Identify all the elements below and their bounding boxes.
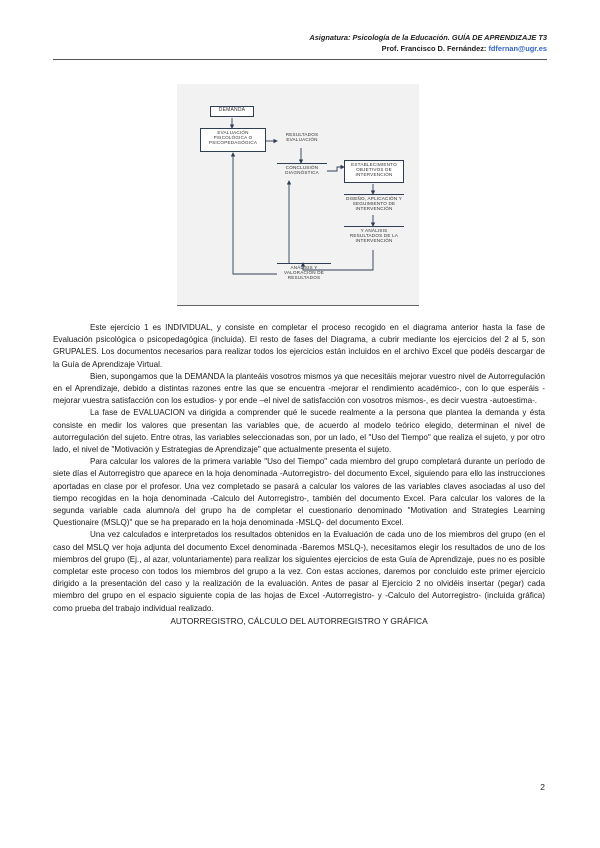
- box-analisis: [344, 226, 404, 249]
- objetivos-line-3: INTERVENCIÓN: [355, 172, 393, 178]
- analisis-line-1: Y ANÁLISIS: [360, 228, 388, 233]
- evaluacion-line-1: EVALUACIÓN: [217, 130, 249, 135]
- paragraph-4: Para calcular los valores de la primera variable "Uso del Tiempo" cada miembro del grupo completará durante un período de siete días el Autorregistro que aparece en la hoja denominada -Autorregistro- del documento Excel, siguiendo para ello las instrucciones aportadas en clase por el profesor. Una vez completado se pasará a calcular los valores de las variables claves asociadas al uso del tiempo recogidas en la hoja denominada -Calculo del Autorregistro-, también del documento Excel. Para calcular los valores de la segunda variable cada alumno/a del grupo ha de completar el cuestionario denominado "Motivation and Strategies Learning Questionaire (MSLQ)" que se ha preparado en la hoja denominada -MSLQ- del documento Excel.: [53, 457, 545, 528]
- analisis-line-2: RESULTADOS DE LA: [349, 233, 399, 239]
- box-resultados: [278, 132, 326, 142]
- resultados-line-1: RESULTADOS: [285, 132, 319, 137]
- evaluacion-line-3: PSICOPEDAGÓGICA: [208, 140, 258, 146]
- header-divider: [53, 59, 547, 60]
- box-demanda-label: DEMANDA: [218, 107, 246, 113]
- diseno-line-3: INTERVENCIÓN: [355, 206, 393, 212]
- header-email-link[interactable]: fdfernan@ugr.es: [488, 44, 547, 53]
- arrow-conclusion-objetivos: [327, 167, 344, 171]
- box-seguimiento: [277, 263, 331, 285]
- arrow-feedback-evaluacion: [233, 153, 277, 274]
- box-conclusion: [277, 163, 327, 181]
- resultados-line-2: EVALUACIÓN: [286, 137, 318, 143]
- evaluacion-line-2: PSICOLÓGICA O: [213, 135, 253, 141]
- header-professor-name: Prof. Francisco D. Fernández:: [381, 44, 489, 53]
- header-subject: Asignatura: Psicología de la Educación. GUÍA DE APRENDIZAJE T3: [309, 33, 547, 42]
- paragraph-2: Bien, supongamos que la DEMANDA la planteáis vosotros mismos ya que necesitáis mejorar vuestro nivel de Autorregulación en el Aprendizaje, debido a distintas razones entre las que se encuentra -mejorar el rendimiento académico-, con lo que esperáis -mejorar vuestra satisfacción con los estudios- y por ende –el nivel de satisfacción con vosotros mismos-, es decir vuestra -autoestima-.: [53, 371, 545, 406]
- diagram-bottom-rule: [177, 305, 419, 306]
- objetivos-line-1: ESTABLECIMIENTO: [351, 162, 397, 167]
- seguimiento-line-1: ANÁLISIS Y: [290, 265, 318, 270]
- box-diseno: [344, 194, 404, 215]
- box-demanda: [210, 106, 254, 117]
- paragraph-5: Una vez calculados e interpretados los resultados obtenidos en la Evaluación de cada uno de los miembros del grupo (en el caso del MSLQ ver hoja adjunta del documento Excel denominada -Baremos MSLQ-), necesitamos elegir los resultados de uno de los miembros del grupo (Ej., al azar, voluntariamente) para realizar los siguientes ejercicios de esta Guía de Aprendizaje, pues no es posible completar este proceso con todos los miembros del grupo a la vez. Con estas acciones, daremos por concluido este primer ejercicio dirigido a la presentación del caso y la realización de la evaluación. Antes de pasar al Ejercicio 2 no olvidéis insertar (pegar) cada miembro del grupo en el espacio siguiente copia de las hojas de Excel -Autorregistro- y -Calculo del Autorregistro- (incluida gráfica) como prueba del trabajo individual realizado.: [53, 530, 545, 613]
- header-professor: [382, 44, 547, 53]
- seguimiento-line-2: VALORACIÓN DE: [283, 270, 325, 276]
- seguimiento-line-3: RESULTADOS: [287, 275, 321, 281]
- closing-section-title: AUTORREGISTRO, CÁLCULO DEL AUTORREGISTRO Y GRÁFICA: [170, 615, 428, 626]
- diseno-line-1: DISEÑO, APLICACIÓN Y: [346, 196, 402, 201]
- conclusion-line-1: CONCLUSIÓN: [285, 165, 319, 170]
- box-objetivos: [344, 160, 404, 183]
- box-evaluacion: [200, 128, 266, 152]
- analisis-line-3: INTERVENCIÓN: [355, 238, 393, 244]
- diseno-line-2: SEGUIMIENTO DE: [352, 201, 396, 207]
- paragraph-3: La fase de EVALUACION va dirigida a comprender qué le sucede realmente a la persona que plantea la demanda y ésta consiste en medir los valores que presentan las variables que, de acuerdo al modelo teórico elegido, determinan el nivel de autorregulación del sujeto. Entre otras, las variables seleccionadas son, por un lado, el "Uso del Tiempo" que realiza el sujeto, y por otro lado, el nivel de "Motivación y Estrategias de Aprendizaje" que actualmente presenta el sujeto.: [53, 408, 545, 455]
- page-number: 2: [540, 782, 545, 792]
- process-diagram: [177, 84, 419, 306]
- objetivos-line-2: OBJETIVOS DE: [356, 167, 392, 173]
- paragraph-1: Este ejercicio 1 es INDIVIDUAL, y consiste en completar el proceso recogido en el diagrama anterior hasta la fase de Evaluación psicológica o psicopedagógica (incluida). El resto de fases del Diagrama, a cubrir mediante los ejercicios del 2 al 5, son GRUPALES. Los documentos necesarios para realizar todos los ejercicios están incluidos en el archivo Excel que podéis descargar de la Guía de Aprendizaje Virtual.: [53, 323, 545, 369]
- conclusion-line-2: DIAGNÓSTICA: [285, 170, 319, 176]
- document-body: [53, 322, 545, 627]
